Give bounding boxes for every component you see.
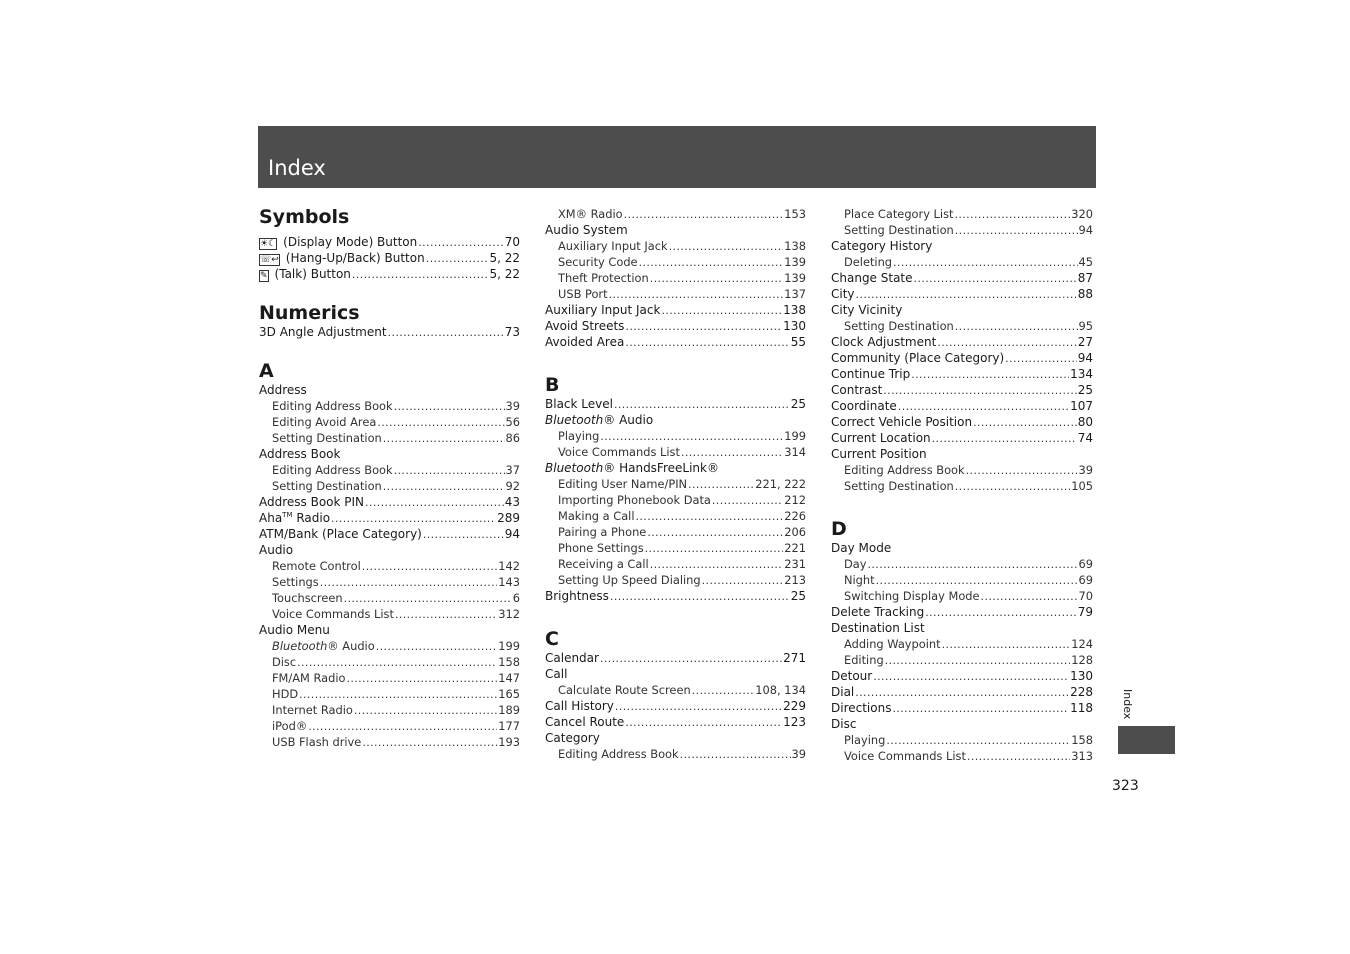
index-entry[interactable]: City ..... 88 (831, 286, 1093, 302)
index-subentry[interactable]: Internet Radio ..... 189 (259, 702, 520, 718)
index-subentry[interactable]: Editing Address Book ..... 39 (259, 398, 520, 414)
index-subentry[interactable]: iPod® ..... 177 (259, 718, 520, 734)
page-title: Index (268, 156, 326, 180)
page-ref[interactable]: 73 (504, 325, 520, 339)
index-entry-heading: Audio Menu (259, 623, 330, 637)
index-subentry[interactable]: Importing Phonebook Data ..... 212 (545, 492, 806, 508)
page-number: 323 (1112, 778, 1139, 794)
index-entry[interactable]: 3D Angle Adjustment ..... 73 (259, 324, 520, 340)
index-subentry[interactable]: Pairing a Phone ..... 206 (545, 524, 806, 540)
index-subentry[interactable]: Settings ..... 143 (259, 574, 520, 590)
index-subentry[interactable]: Phone Settings ..... 221 (545, 540, 806, 556)
index-entry[interactable]: Cancel Route ..... 123 (545, 714, 806, 730)
section-letter-d: D (831, 518, 847, 540)
index-entry[interactable]: Correct Vehicle Position ..... 80 (831, 414, 1093, 430)
index-entry-heading: Bluetooth® Audio (545, 413, 654, 427)
index-entry-heading: Audio (259, 543, 294, 557)
index-subentry[interactable]: Disc ..... 158 (259, 654, 520, 670)
index-subentry[interactable]: USB Flash drive ..... 193 (259, 734, 520, 750)
index-subentry[interactable]: USB Port ..... 137 (545, 286, 806, 302)
index-entry[interactable]: Black Level ..... 25 (545, 396, 806, 412)
index-entry[interactable]: ☀☾ (Display Mode) Button ..... 70 (259, 234, 520, 250)
index-subentry[interactable]: Adding Waypoint ..... 124 (831, 636, 1093, 652)
index-header-bar (258, 126, 1096, 188)
index-entry-heading: Destination List (831, 621, 925, 635)
index-subentry[interactable]: Switching Display Mode ..... 70 (831, 588, 1093, 604)
index-entry[interactable]: Dial ..... 228 (831, 684, 1093, 700)
index-entry[interactable]: ☏↩ (Hang-Up/Back) Button ..... 5, 22 (259, 250, 520, 266)
index-subentry[interactable]: Editing Avoid Area ..... 56 (259, 414, 520, 430)
index-entry[interactable]: Avoid Streets ..... 130 (545, 318, 806, 334)
index-subentry[interactable]: Auxiliary Input Jack ..... 138 (545, 238, 806, 254)
index-subentry[interactable]: Voice Commands List ..... 313 (831, 748, 1093, 764)
index-entry-heading: Disc (831, 717, 857, 731)
index-entry[interactable]: Address Book PIN ..... 43 (259, 494, 520, 510)
index-subentry[interactable]: Making a Call ..... 226 (545, 508, 806, 524)
index-entry-heading: Day Mode (831, 541, 892, 555)
talk-icon: ✎ (260, 271, 268, 281)
index-entry[interactable]: Contrast ..... 25 (831, 382, 1093, 398)
index-subentry[interactable]: Editing Address Book ..... 39 (545, 746, 806, 762)
index-subentry[interactable]: Setting Destination ..... 95 (831, 318, 1093, 334)
index-entry-heading: Audio System (545, 223, 628, 237)
index-subentry[interactable]: Setting Destination ..... 105 (831, 478, 1093, 494)
index-subentry[interactable]: Setting Destination ..... 86 (259, 430, 520, 446)
index-entry-heading: Bluetooth® HandsFreeLink® (545, 461, 719, 475)
index-subentry[interactable]: Day ..... 69 (831, 556, 1093, 572)
index-entry[interactable]: ATM/Bank (Place Category) ..... 94 (259, 526, 520, 542)
index-subentry[interactable]: Bluetooth® Audio ..... 199 (259, 638, 520, 654)
index-subentry[interactable]: Night ..... 69 (831, 572, 1093, 588)
side-tab[interactable] (1118, 726, 1175, 754)
index-subentry[interactable]: Playing ..... 158 (831, 732, 1093, 748)
index-subentry[interactable]: Touchscreen ..... 6 (259, 590, 520, 606)
index-entry[interactable]: Delete Tracking ..... 79 (831, 604, 1093, 620)
index-subentry[interactable]: Setting Up Speed Dialing ..... 213 (545, 572, 806, 588)
index-entry[interactable]: Current Location ..... 74 (831, 430, 1093, 446)
index-entry[interactable]: Change State ..... 87 (831, 270, 1093, 286)
index-subentry[interactable]: Editing ..... 128 (831, 652, 1093, 668)
index-entry[interactable]: Call History ..... 229 (545, 698, 806, 714)
index-column-2 (545, 206, 806, 762)
index-entry-heading: City Vicinity (831, 303, 903, 317)
index-subentry[interactable]: Deleting ..... 45 (831, 254, 1093, 270)
index-subentry[interactable]: Editing User Name/PIN ..... 221, 222 (545, 476, 806, 492)
page-ref[interactable]: 70 (504, 235, 520, 249)
index-entry[interactable]: Community (Place Category) ..... 94 (831, 350, 1093, 366)
index-entry[interactable]: Calendar ..... 271 (545, 650, 806, 666)
index-subentry[interactable]: Voice Commands List ..... 312 (259, 606, 520, 622)
section-heading-numerics: Numerics (259, 302, 360, 324)
index-subentry[interactable]: Setting Destination ..... 94 (831, 222, 1093, 238)
index-entry-heading: Address (259, 383, 307, 397)
page-ref[interactable]: 5, 22 (489, 251, 520, 265)
section-letter-b: B (545, 374, 560, 396)
hang-up-back-icon: ☏↩ (260, 255, 279, 265)
index-entry[interactable]: Aha™ Radio ..... 289 (259, 510, 520, 526)
index-entry[interactable]: Directions ..... 118 (831, 700, 1093, 716)
side-tab-label: Index (1121, 689, 1134, 720)
index-entry-heading: Current Position (831, 447, 927, 461)
index-entry[interactable]: Auxiliary Input Jack ..... 138 (545, 302, 806, 318)
index-subentry[interactable]: XM® Radio ..... 153 (545, 206, 806, 222)
index-entry-heading: Call (545, 667, 568, 681)
index-entry[interactable]: Coordinate ..... 107 (831, 398, 1093, 414)
index-subentry[interactable]: Place Category List ..... 320 (831, 206, 1093, 222)
page-ref[interactable]: 5, 22 (489, 267, 520, 281)
index-entry[interactable]: ✎ (Talk) Button ..... 5, 22 (259, 266, 520, 282)
index-column-3 (831, 206, 1093, 764)
index-subentry[interactable]: Remote Control ..... 142 (259, 558, 520, 574)
index-subentry[interactable]: Calculate Route Screen ..... 108, 134 (545, 682, 806, 698)
index-subentry[interactable]: Setting Destination ..... 92 (259, 478, 520, 494)
index-entry[interactable]: Avoided Area ..... 55 (545, 334, 806, 350)
index-entry[interactable]: Brightness ..... 25 (545, 588, 806, 604)
section-letter-c: C (545, 628, 559, 650)
index-entry-heading: Address Book (259, 447, 341, 461)
index-subentry[interactable]: Playing ..... 199 (545, 428, 806, 444)
leader-dots (418, 235, 503, 251)
index-subentry[interactable]: HDD ..... 165 (259, 686, 520, 702)
index-entry-heading: Category History (831, 239, 933, 253)
display-mode-icon: ☀☾ (260, 239, 277, 249)
index-subentry[interactable]: Security Code ..... 139 (545, 254, 806, 270)
index-subentry[interactable]: Voice Commands List ..... 314 (545, 444, 806, 460)
index-subentry[interactable]: Receiving a Call ..... 231 (545, 556, 806, 572)
index-entry[interactable]: Continue Trip ..... 134 (831, 366, 1093, 382)
index-entry-heading: Category (545, 731, 600, 745)
index-subentry[interactable]: Editing Address Book ..... 39 (831, 462, 1093, 478)
index-entry[interactable]: Clock Adjustment ..... 27 (831, 334, 1093, 350)
section-letter-a: A (259, 360, 274, 382)
leader-dots (426, 251, 489, 267)
index-subentry[interactable]: Editing Address Book ..... 37 (259, 462, 520, 478)
index-column-1 (259, 206, 520, 750)
section-heading-symbols: Symbols (259, 206, 350, 228)
index-subentry[interactable]: Theft Protection ..... 139 (545, 270, 806, 286)
index-subentry[interactable]: FM/AM Radio ..... 147 (259, 670, 520, 686)
index-entry[interactable]: Detour ..... 130 (831, 668, 1093, 684)
leader-dots (352, 267, 489, 283)
